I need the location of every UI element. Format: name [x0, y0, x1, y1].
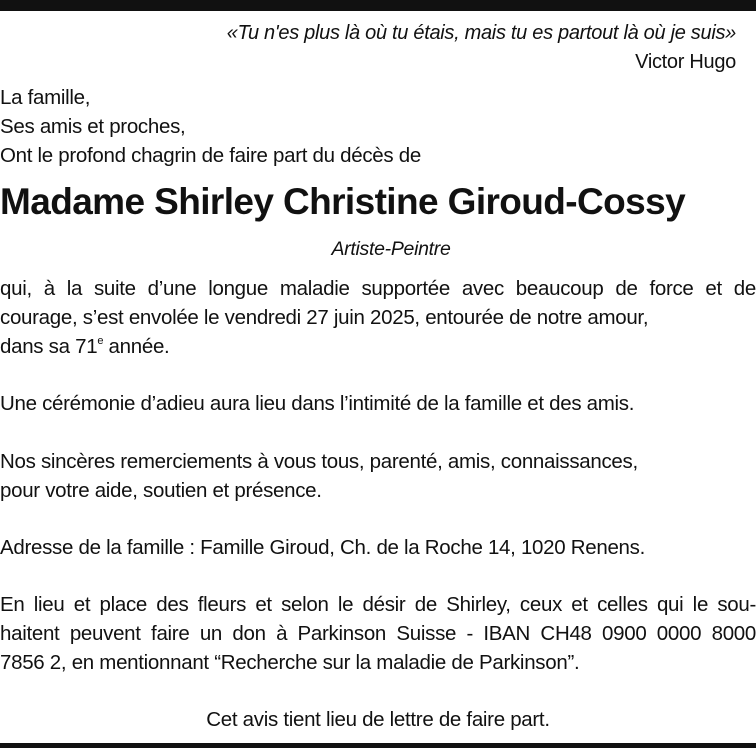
donation-line-3: 7856 2, en mentionnant “Recherche sur la maladie de Parkinson”.	[0, 651, 580, 674]
announcement-line-3	[0, 333, 169, 361]
announcement-line-1: qui, à la suite d’une longue maladie supportée avec beaucoup de force et de	[0, 277, 756, 300]
deceased-title-text: Artiste-Peintre	[331, 238, 451, 260]
intro-family: La famille,	[0, 86, 91, 109]
announcement-line-2: courage, s’est envolée le vendredi 27 juin 2025, entourée de notre amour,	[0, 306, 649, 329]
bottom-rule	[0, 743, 756, 748]
announcement-age-prefix: dans sa 71	[0, 335, 98, 358]
thanks-line-2: pour votre aide, soutien et présence.	[0, 479, 322, 502]
ceremony-text: Une cérémonie d’adieu aura lieu dans l’intimité de la famille et des amis.	[0, 392, 635, 415]
closing-note: Cet avis tient lieu de lettre de faire part.	[206, 708, 550, 731]
announcement-age-suffix: année.	[103, 335, 170, 358]
intro-friends: Ses amis et proches,	[0, 115, 186, 138]
deceased-name: Madame Shirley Christine Giroud-Cossy	[0, 181, 686, 222]
epigraph-quote: «Tu n'es plus là où tu étais, mais tu es partout là où je suis»	[226, 22, 736, 44]
thanks-line-1: Nos sincères remerciements à vous tous, parenté, amis, connaissances,	[0, 450, 638, 473]
intro-announcement: Ont le profond chagrin de faire part du décès de	[0, 144, 421, 167]
epigraph-author: Victor Hugo	[635, 51, 736, 73]
donation-line-1: En lieu et place des fleurs et selon le désir de Shirley, ceux et celles qui le sou-	[0, 593, 756, 616]
announcement-age-superscript: e	[97, 335, 104, 347]
donation-line-2: haitent peuvent faire un don à Parkinson Suisse - IBAN CH48 0900 0000 8000	[0, 622, 756, 645]
deceased-title	[0, 235, 756, 263]
family-address: Adresse de la famille : Famille Giroud, Ch. de la Roche 14, 1020 Renens.	[0, 536, 646, 559]
